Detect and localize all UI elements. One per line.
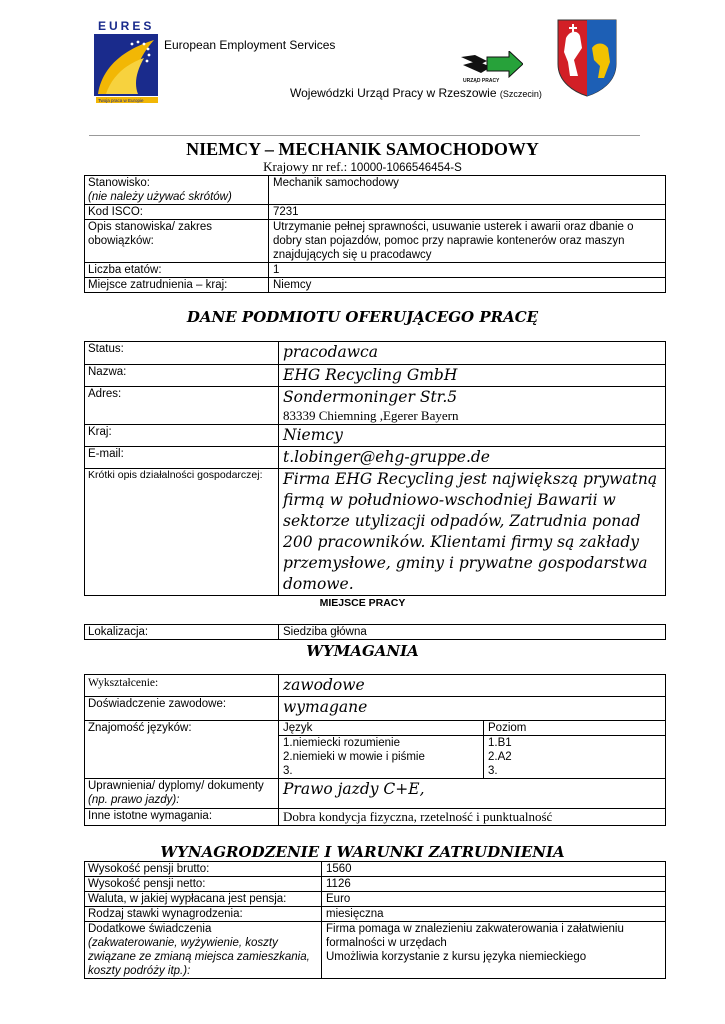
jezyki-list	[279, 736, 484, 779]
inne-label: Inne istotne wymagania:	[85, 809, 279, 826]
table-row	[85, 892, 666, 907]
inne-value: Dobra kondycja fizyczna, rzetelność i punktualność	[279, 809, 666, 826]
table-row	[85, 447, 666, 469]
uprawnienia-label: Uprawnienia/ dyplomy/ dokumenty	[88, 780, 264, 792]
page-title: NIEMCY – MECHANIK SAMOCHODOWY	[186, 139, 539, 159]
email-value: t.lobinger@ehg-gruppe.de	[279, 447, 666, 469]
opis-dzialalnosci-label: Krótki opis działalności gospodarczej:	[85, 469, 279, 596]
brutto-value: 1560	[322, 862, 666, 877]
rodzaj-value: miesięczna	[322, 907, 666, 922]
waluta-label: Waluta, w jakiej wypłacana jest pensja:	[85, 892, 322, 907]
table-row	[85, 625, 666, 640]
requirements-table	[84, 674, 666, 826]
table-row	[85, 862, 666, 877]
dodatkowe-label: Dodatkowe świadczenia	[88, 923, 212, 935]
table-row	[85, 205, 666, 220]
office-branch: (Szczecin)	[499, 89, 542, 99]
uprawnienia-value: Prawo jazdy C+E,	[279, 779, 666, 809]
miejsce-zatrudnienia-label: Miejsce zatrudnienia – kraj:	[85, 278, 269, 293]
workplace-table	[84, 624, 666, 640]
list-item: 3.	[283, 765, 293, 777]
netto-value: 1126	[322, 877, 666, 892]
table-row	[85, 263, 666, 278]
employer-section-title: DANE PODMIOTU OFERUJĄCEGO PRACĘ	[186, 308, 539, 326]
header-divider	[89, 135, 640, 136]
table-row	[85, 220, 666, 263]
adres-cell	[279, 387, 666, 425]
ref-label: Krajowy nr ref.:	[263, 159, 348, 174]
rodzaj-label: Rodzaj stawki wynagrodzenia:	[85, 907, 322, 922]
stanowisko-label-cell	[85, 176, 269, 205]
email-label: E-mail:	[85, 447, 279, 469]
dodatkowe-note: (zakwaterowanie, wyżywienie, koszty związane ze zmianą miejsca zamieszkania, koszty podróży itp.):	[88, 937, 310, 977]
etaty-value: 1	[269, 263, 666, 278]
dodatkowe-label-cell	[85, 922, 322, 979]
salary-table	[84, 861, 666, 979]
eu-services-label: European Employment Services	[164, 38, 336, 52]
ref-value: 10000-1066546454-S	[350, 162, 462, 174]
table-row	[85, 907, 666, 922]
poziom-header: Poziom	[484, 721, 666, 736]
dodatkowe-value-cell	[322, 922, 666, 979]
table-row	[85, 809, 666, 826]
list-item: 3.	[488, 765, 498, 777]
table-row	[85, 721, 666, 736]
table-row	[85, 469, 666, 596]
table-row	[85, 176, 666, 205]
table-row	[85, 365, 666, 387]
miejsce-zatrudnienia-value: Niemcy	[269, 278, 666, 293]
coat-of-arms-icon	[556, 18, 618, 98]
office-title	[290, 86, 542, 100]
eures-tagline: Twoja praca w Europie	[98, 98, 144, 103]
table-row	[85, 675, 666, 697]
table-row	[85, 922, 666, 979]
jezyk-header: Język	[279, 721, 484, 736]
eures-logo	[92, 18, 160, 104]
table-row	[85, 387, 666, 425]
adres-label: Adres:	[85, 387, 279, 425]
netto-label: Wysokość pensji netto:	[85, 877, 322, 892]
opis-stanowiska-value: Utrzymanie pełnej sprawności, usuwanie usterek i awarii oraz dbanie o dobry stan pojazdów, pomoc przy naprawie kontenerów oraz maszyn znajdujących się u pracodawcy	[269, 220, 666, 263]
brutto-label: Wysokość pensji brutto:	[85, 862, 322, 877]
position-table	[84, 175, 666, 293]
list-item: 1.B1	[488, 737, 512, 749]
table-row	[85, 697, 666, 721]
stanowisko-note: (nie należy używać skrótów)	[88, 191, 232, 203]
table-row	[85, 877, 666, 892]
kraj-label: Kraj:	[85, 425, 279, 447]
employer-table	[84, 341, 666, 596]
workplace-title: MIEJSCE PRACY	[319, 597, 406, 609]
reference-number	[0, 159, 725, 175]
adres-city: 83339 Chiemning ,Egerer Bayern	[283, 408, 459, 423]
lokalizacja-label: Lokalizacja:	[85, 625, 279, 640]
doswiadczenie-value: wymagane	[279, 697, 666, 721]
salary-section-title: WYNAGRODZENIE I WARUNKI ZATRUDNIENIA	[160, 843, 565, 861]
status-value: pracodawca	[279, 342, 666, 365]
waluta-value: Euro	[322, 892, 666, 907]
opis-stanowiska-label: Opis stanowiska/ zakres obowiązków:	[85, 220, 269, 263]
dodatkowe-value-1: Firma pomaga w znalezieniu zakwaterowania i załatwieniu formalności w urzędach	[326, 923, 624, 949]
nazwa-label: Nazwa:	[85, 365, 279, 387]
eures-text: EURES	[98, 19, 155, 33]
status-label: Status:	[85, 342, 279, 365]
stanowisko-label: Stanowisko:	[88, 177, 151, 189]
table-row	[85, 425, 666, 447]
table-row	[85, 342, 666, 365]
list-item: 2.A2	[488, 751, 512, 763]
nazwa-value: EHG Recycling GmbH	[279, 365, 666, 387]
lokalizacja-value: Siedziba główna	[279, 625, 666, 640]
dodatkowe-value-2: Umożliwia korzystanie z kursu języka niemieckiego	[326, 951, 587, 963]
requirements-section-title: WYMAGANIA	[306, 642, 419, 660]
uprawnienia-label-cell	[85, 779, 279, 809]
list-item: 1.niemiecki rozumienie	[283, 737, 400, 749]
etaty-label: Liczba etatów:	[85, 263, 269, 278]
wyksztalcenie-value: zawodowe	[279, 675, 666, 697]
doswiadczenie-label: Doświadczenie zawodowe:	[85, 697, 279, 721]
poziomy-list	[484, 736, 666, 779]
isco-label: Kod ISCO:	[85, 205, 269, 220]
wyksztalcenie-label: Wykształcenie:	[85, 675, 279, 697]
wup-logo	[457, 51, 523, 87]
adres-street: Sondermoninger Str.5	[283, 388, 458, 406]
opis-dzialalnosci-value: Firma EHG Recycling jest największą prywatną firmą w południowo-wschodniej Bawarii w sektorze utylizacji odpadów, Zatrudnia ponad 200 pracowników. Klientami firmy są zakłady przemysłowe, gminy i prywatne gospodarstwa domowe.	[279, 469, 666, 596]
table-row	[85, 278, 666, 293]
kraj-value: Niemcy	[279, 425, 666, 447]
uprawnienia-note: (np. prawo jazdy):	[88, 794, 180, 806]
isco-value: 7231	[269, 205, 666, 220]
wup-logo-text: URZĄD PRACY	[463, 78, 500, 84]
jezyki-label: Znajomość języków:	[85, 721, 279, 779]
list-item: 2.niemieki w mowie i piśmie	[283, 751, 425, 763]
stanowisko-value: Mechanik samochodowy	[269, 176, 666, 205]
office-name: Wojewódzki Urząd Pracy w Rzeszowie	[290, 86, 497, 100]
table-row	[85, 779, 666, 809]
